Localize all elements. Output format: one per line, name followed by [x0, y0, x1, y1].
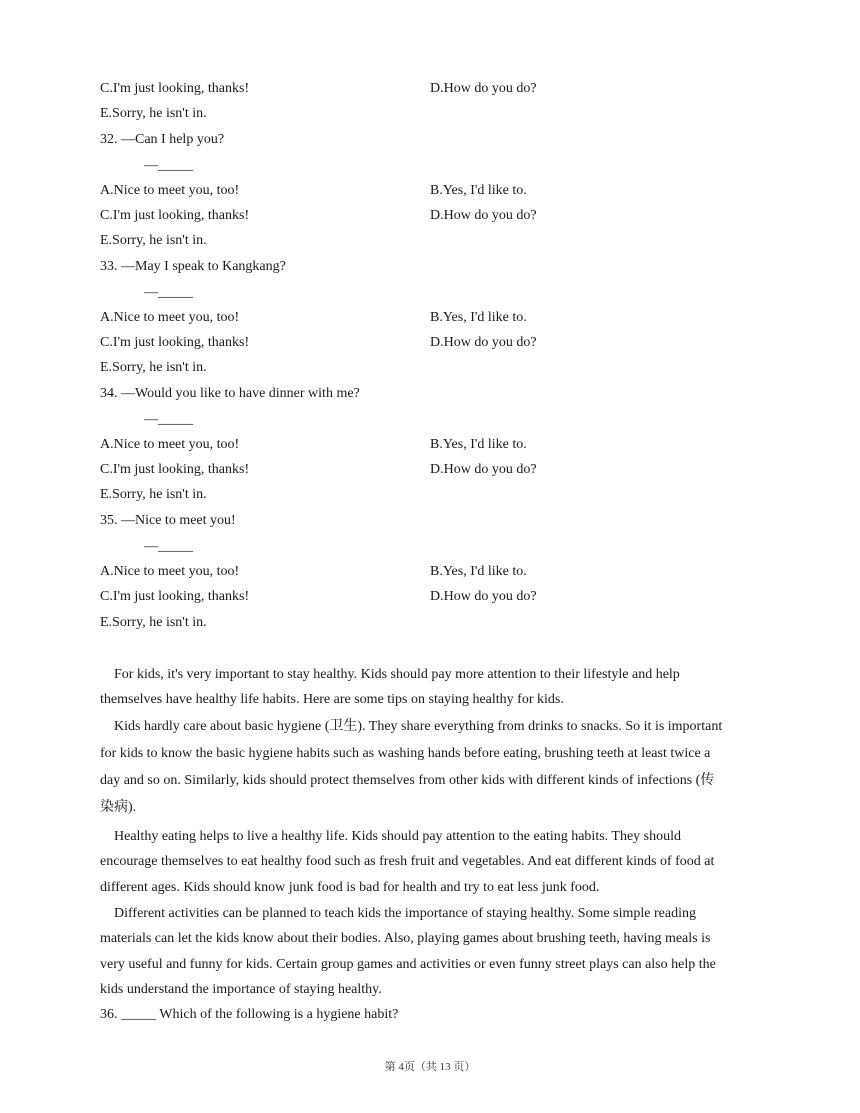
passage-line: very useful and funny for kids. Certain group games and activities or even funny street plays can also help the: [100, 957, 716, 972]
answer-blank: —_____: [144, 285, 193, 300]
question-prompt: 35. —Nice to meet you!: [100, 513, 236, 528]
passage-line: 染病).: [100, 800, 137, 815]
option-e: E.Sorry, he isn't in.: [100, 615, 207, 630]
option-b: B.Yes, I'd like to.: [430, 437, 527, 452]
option-b: B.Yes, I'd like to.: [430, 564, 527, 579]
passage-line: themselves have healthy life habits. Here are some tips on staying healthy for kids.: [100, 692, 564, 707]
option-a: A.Nice to meet you, too!: [100, 183, 240, 198]
passage-line: for kids to know the basic hygiene habits such as washing hands before eating, brushing teeth at least twice a: [100, 746, 711, 761]
option-a: A.Nice to meet you, too!: [100, 437, 240, 452]
option-e: E.Sorry, he isn't in.: [100, 106, 207, 121]
question-prompt: 33. —May I speak to Kangkang?: [100, 259, 286, 274]
passage-line: encourage themselves to eat healthy food such as fresh fruit and vegetables. And eat different kinds of food at: [100, 854, 715, 869]
question-prompt: 34. —Would you like to have dinner with me?: [100, 386, 360, 401]
answer-blank: —_____: [144, 412, 193, 427]
option-b: B.Yes, I'd like to.: [430, 310, 527, 325]
answer-blank: —_____: [144, 158, 193, 173]
option-e: E.Sorry, he isn't in.: [100, 360, 207, 375]
option-c: C.I'm just looking, thanks!: [100, 208, 250, 223]
option-d: D.How do you do?: [430, 589, 537, 604]
passage-line: materials can let the kids know about their bodies. Also, playing games about brushing teeth, having meals is: [100, 931, 711, 946]
passage-line: different ages. Kids should know junk food is bad for health and try to eat less junk food.: [100, 880, 600, 895]
passage-line: Different activities can be planned to teach kids the importance of staying healthy. Some simple reading: [100, 906, 696, 921]
answer-blank: —_____: [144, 539, 193, 554]
passage-line: Kids hardly care about basic hygiene (卫生). They share everything from drinks to snacks. So it is important: [100, 719, 723, 734]
passage-line: day and so on. Similarly, kids should protect themselves from other kids with different kinds of infections (传: [100, 773, 715, 788]
option-c: C.I'm just looking, thanks!: [100, 462, 250, 477]
option-b: B.Yes, I'd like to.: [430, 183, 527, 198]
question-prompt: 32. —Can I help you?: [100, 132, 225, 147]
option-c: C.I'm just looking, thanks!: [100, 335, 250, 350]
option-c: C.I'm just looking, thanks!: [100, 589, 250, 604]
option-e: E.Sorry, he isn't in.: [100, 487, 207, 502]
option-a: A.Nice to meet you, too!: [100, 564, 240, 579]
option-d: D.How do you do?: [430, 81, 537, 96]
page-footer: 第 4页（共 13 页）: [384, 1061, 476, 1073]
passage-line: kids understand the importance of staying healthy.: [100, 982, 382, 997]
option-c: C.I'm just looking, thanks!: [100, 81, 250, 96]
passage-line: Healthy eating helps to live a healthy life. Kids should pay attention to the eating habits. They should: [100, 829, 682, 844]
option-a: A.Nice to meet you, too!: [100, 310, 240, 325]
option-d: D.How do you do?: [430, 462, 537, 477]
question-prompt: 36. _____ Which of the following is a hygiene habit?: [100, 1007, 399, 1022]
passage-line: For kids, it's very important to stay healthy. Kids should pay more attention to their lifestyle and help: [100, 667, 680, 682]
option-d: D.How do you do?: [430, 208, 537, 223]
option-e: E.Sorry, he isn't in.: [100, 233, 207, 248]
option-d: D.How do you do?: [430, 335, 537, 350]
